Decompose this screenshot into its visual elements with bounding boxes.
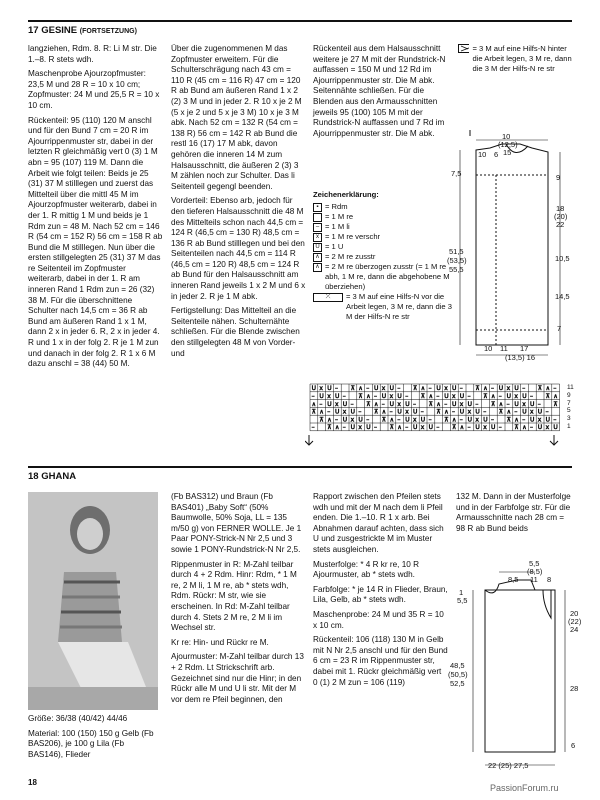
chart-stitch-symbol: ⊼	[483, 393, 488, 400]
chart-stitch-symbol: x	[335, 400, 339, 408]
chart-stitch-symbol: –	[498, 393, 502, 400]
chart-stitch-symbol: x	[381, 385, 386, 393]
chart-stitch-symbol: –	[327, 408, 331, 416]
paragraph: (Fb BAS312) und Braun (Fb BAS401) „Baby Soft“ (50% Baumwolle, 50% Soja, LL = 135 m/50 g) von FERNER WOLLE. Je 1 Paar PONY-Strick-N Nr 2,5 und 3 sowie 1 PONY-Rundstrick-N Nr 2,5.	[171, 492, 302, 554]
dimension-label: 6	[494, 150, 499, 159]
section-17-number: 17	[28, 25, 39, 36]
dimension-label: 5,5	[457, 596, 468, 605]
k2tog-icon: ∧	[313, 253, 322, 262]
chart-stitch-symbol: x	[420, 424, 425, 432]
chart-stitch-symbol: –	[537, 400, 541, 408]
chart-stitch-symbol: ∧	[327, 416, 332, 424]
paragraph: Rückenteil: 95 (110) 120 M anschl und für den Bund 7 cm = 20 R im Ajourrippenmuster str, dabei in der letzten R gleichmäßig vert 0 (3) 1 M abn = 95 (107) 119 M. Dann die Arbeit wie folgt teilen: Beids je 25 (31) 37 M stilllegen und zuerst das Mittelteil über die mittl 45 M im Ajourzopfmuster weiterarb, dabei in der 1. R mittig 1 M und beids je 1 Rdm zun = 48 M. Nach 52 cm = 146 R (54 cm = 152 R) 56 cm = 158 R ab Bund die M stilllegen. Nun über die ersten stillgelegten 25 (31) 37 M das re Seitenteil im Zopfmuster weiterarb, dabei in der 1. R am inneren Rand 1 Rdm zun = 26 (32) 38 M. Für die überschnittene Schulter nach 14,5 cm = 36 R ab Bund am äußeren Rand 1 x 1 M, dann 2 x in jeder 6. R, 2 x in jeder 4. R und 1 x in der folg 2. R je 1 M zun und danach in der folg 2. R 1 x 6 M dazu anschl = 38 (44) 50 M.	[28, 115, 163, 369]
chart-stitch-symbol: –	[397, 416, 401, 424]
legend-item: ⤫ = 3 M auf eine Hilfs-N vor die Arbeit legen, 3 M re, dann die 3 M der Hilfs-N re str	[313, 292, 453, 322]
chart-stitch-symbol: x	[405, 408, 409, 416]
cable-back-text: = 3 M auf eine Hilfs-N hinter die Arbeit legen, 3 M re, dann die 3 M der Hilfs-N re str	[472, 44, 572, 73]
chart-stitch-symbol: x	[467, 408, 472, 416]
chart-stitch-symbol: –	[436, 424, 440, 432]
chart-stitch-symbol: U	[405, 416, 410, 424]
chart-stitch-symbol: U	[514, 385, 519, 393]
dimension-label: 14,5	[555, 292, 570, 301]
paragraph: 132 M. Dann in der Musterfolge und in der Farbfolge str. Für die Armausschnitte nach 28 cm = 98 R ab Bund beids	[456, 492, 571, 533]
chart-stitch-symbol: ⊼	[428, 400, 434, 408]
chart-stitch-symbol: ⊼	[498, 408, 504, 416]
row-number: 11	[567, 384, 574, 391]
chart-stitch-symbol: U	[522, 393, 527, 400]
chart-stitch-symbol: –	[420, 408, 424, 416]
chart-stitch-symbol: –	[413, 400, 416, 408]
chart-stitch-symbol: ⊼	[545, 393, 551, 400]
chart-stitch-symbol: U	[327, 400, 332, 408]
chart-stitch-symbol: –	[522, 416, 526, 424]
dimension-label: 7,5	[451, 169, 462, 178]
chart-stitch-symbol: –	[405, 393, 409, 400]
legend-item: ∧ = 2 M re zusstr	[313, 252, 453, 262]
dimension-label: 10	[484, 344, 493, 353]
section-18-column-2	[171, 492, 306, 709]
chart-stitch-symbol: U	[420, 416, 426, 424]
chart-stitch-symbol: ∧	[420, 385, 426, 393]
chart-stitch-symbol: U	[498, 385, 504, 393]
section-17-heading	[28, 25, 137, 36]
chart-stitch-symbol: –	[545, 408, 549, 416]
section-18-number: 18	[28, 471, 39, 482]
schematic-18	[455, 560, 580, 775]
chart-stitch-symbol: U	[553, 424, 558, 432]
chart-stitch-symbol: x	[452, 393, 456, 400]
chart-stitch-symbol: U	[335, 393, 340, 400]
chart-stitch-symbol: –	[483, 408, 487, 416]
dimension-label: 5,5	[529, 559, 540, 568]
chart-stitch-symbol: U	[413, 408, 418, 416]
dimension-label: 55,5	[449, 265, 464, 274]
dimension-label: 10,5	[555, 254, 570, 263]
section-17-top-rule	[28, 20, 572, 22]
dimension-label: 22	[556, 220, 565, 229]
chart-stitch-symbol: x	[350, 416, 355, 424]
paragraph: Rückenteil: 106 (118) 130 M in Gelb mit N Nr 2,5 anschl und für den Bund 6 cm = 23 R im Rippenmuster str, dabei mit 1. Rückr gleichmäßig vert 0 (1) 2 M zun = 106 (119)	[313, 635, 448, 687]
chart-stitch-symbol: –	[428, 385, 432, 393]
chart-stitch-symbol: U	[514, 400, 519, 408]
row-number: 5	[567, 407, 571, 415]
chart-stitch-symbol: –	[506, 400, 510, 408]
chart-stitch-symbol: x	[413, 416, 417, 424]
dimension-label: 6	[571, 741, 576, 750]
chart-stitch-symbol: x	[530, 408, 534, 416]
chart-stitch-symbol: ∧	[553, 393, 558, 400]
chart-stitch-symbol: –	[514, 408, 518, 416]
dimension-label: (20)	[554, 212, 568, 221]
chart-stitch-symbol: ∧	[506, 408, 512, 416]
chart-stitch-symbol: x	[475, 416, 479, 424]
chart-stitch-symbol: x	[506, 385, 511, 393]
dimension-label: 17	[520, 344, 529, 353]
chart-stitch-symbol: x	[342, 408, 347, 416]
section-18-column-1	[28, 714, 158, 764]
chart-stitch-symbol: U	[389, 400, 395, 408]
chart-stitch-symbol: ∧	[319, 408, 324, 416]
chart-stitch-symbol: ⊼	[374, 408, 379, 416]
chart-stitch-symbol: x	[327, 393, 331, 400]
legend-item: – = 1 M li	[313, 222, 453, 232]
chart-stitch-symbol: –	[319, 400, 323, 408]
chart-stitch-symbol: –	[335, 416, 338, 424]
chart-stitch-symbol: ⊼	[452, 424, 457, 432]
chart-stitch-symbol: U	[530, 400, 535, 408]
twisted-stitch-icon: x	[313, 233, 322, 242]
paragraph: Fertigstellung: Das Mittelteil an die Seitenteile nähen. Schulternähte schließen. Für die Blende zwischen den stillgelegten 48 M von Vorder- und	[171, 306, 300, 358]
chart-stitch-symbol: –	[459, 416, 463, 424]
dimension-label: 20	[570, 609, 579, 618]
chart-stitch-symbol: U	[381, 393, 387, 400]
chart-stitch-symbol: ∧	[444, 408, 449, 416]
chart-stitch-symbol: –	[342, 424, 346, 432]
chart-stitch-symbol: U	[342, 416, 348, 424]
paragraph: langziehen, Rdm. 8. R: Li M str. Die 1.–8. R stets wdh.	[28, 44, 157, 64]
chart-stitch-symbol: U	[475, 424, 480, 432]
chart-stitch-symbol: ⊼	[420, 393, 426, 400]
paragraph: Größe: 36/38 (40/42) 44/46	[28, 714, 128, 723]
row-number: 3	[567, 415, 571, 423]
chart-stitch-symbol: –	[397, 385, 401, 393]
chart-stitch-symbol: U	[537, 408, 543, 416]
chart-stitch-symbol: ⊼	[537, 385, 543, 393]
chart-stitch-symbol: ∧	[436, 400, 441, 408]
chart-stitch-symbol: –	[381, 400, 385, 408]
chart-stitch-symbol: U	[366, 424, 371, 432]
dimension-label: 22 (25) 27,5	[488, 761, 529, 770]
dimension-label: 10	[478, 150, 487, 159]
section-17-column-3	[313, 44, 448, 143]
chart-stitch-symbol: x	[319, 385, 323, 393]
section-17-subtitle: (FORTSETZUNG)	[79, 28, 137, 35]
chart-stitch-symbol: ⊼	[553, 400, 558, 408]
dimension-label: 11	[500, 344, 508, 353]
chart-stitch-symbol: U	[374, 385, 379, 393]
chart-stitch-symbol: U	[522, 408, 527, 416]
chart-stitch-symbol: –	[491, 416, 494, 424]
chart-stitch-symbol: U	[319, 393, 324, 400]
chart-stitch-symbol: –	[553, 416, 557, 424]
paragraph: Rippenmuster in R: M-Zahl teilbar durch 4 + 2 Rdm. Hinr: Rdm, * 1 M re, 2 M li, 1 M re, ab * stets wdh, Rdm. Rückr: M str, wie sie erscheinen. In Rd: M-Zahl teilbar durch 4. Stets 2 M re, 2 M li im Wechsel str.	[171, 559, 297, 633]
chart-stitch-symbol: x	[444, 385, 448, 393]
chart-stitch-symbol: ⊼	[436, 408, 441, 416]
purl-stitch-icon: –	[313, 223, 322, 232]
chart-stitch-symbol: –	[467, 393, 471, 400]
paragraph: Vorderteil: Ebenso arb, jedoch für den tieferen Halsausschnitt die 48 M des Mittelteils schon nach 44,5 cm = 124 R (46,5 cm = 130 R) 48,5 cm = 136 R ab Bund stilllegen und bei den Seitenteilen nach 44,5 cm = 114 R (46,5 cm = 120 R) 48,5 cm = 124 R ab Bund für den Halsausschnitt am inneren Rand jeweils 1 x 2 M und 6 x in jeder 2. R je 1 M abk.	[171, 196, 306, 301]
chart-stitch-symbol: –	[498, 424, 502, 432]
chart-stitch-symbol: ∧	[374, 400, 379, 408]
chart-stitch-symbol: –	[452, 408, 455, 416]
section-17-column-2	[171, 44, 306, 363]
paragraph: Maschenprobe Ajourzopfmuster: 23,5 M und 28 R = 10 x 10 cm; Zopfmuster: 24 M und 25,5 R = 10 x 10 cm.	[28, 69, 160, 110]
dimension-label: 10	[502, 132, 511, 141]
chart-stitch-symbol: ∧	[545, 385, 551, 393]
chart-stitch-symbol: –	[553, 385, 557, 393]
row-number: 9	[567, 391, 571, 399]
chart-stitch-symbol: ⊼	[381, 416, 387, 424]
chart-stitch-symbol: U	[428, 424, 434, 432]
chart-stitch-symbol: U	[537, 424, 543, 432]
dimension-label: 18	[556, 204, 565, 213]
chart-stitch-symbol: U	[358, 416, 363, 424]
stitch-chart	[305, 383, 565, 453]
chart-stitch-symbol: x	[537, 416, 542, 424]
dimension-label: 8	[547, 575, 552, 584]
cable-front-icon: ⤫	[313, 293, 343, 302]
section-18-heading	[28, 471, 76, 482]
chart-stitch-symbol: –	[342, 393, 346, 400]
chart-stitch-symbol: x	[522, 400, 526, 408]
chart-stitch-symbol: ∧	[459, 424, 465, 432]
chart-stitch-symbol: –	[530, 424, 533, 432]
legend-item: ⊼ = 2 M re überzogen zusstr (= 1 M re abh, 1 M re, dann die abgehobene M überziehen)	[313, 262, 453, 292]
chart-stitch-symbol: U	[467, 400, 473, 408]
chart-stitch-symbol: U	[350, 424, 356, 432]
page-number: 18	[28, 778, 37, 787]
chart-stitch-symbol: –	[405, 424, 409, 432]
paragraph: Kr re: Hin- und Rückr re M.	[171, 637, 269, 647]
dimension-label: (13,5) 16	[505, 353, 536, 362]
chart-stitch-symbol: U	[397, 408, 402, 416]
chart-stitch-symbol: ∧	[389, 416, 395, 424]
chart-stitch-symbol: ∧	[514, 416, 519, 424]
chart-stitch-symbol: U	[491, 424, 496, 432]
chart-stitch-symbol: U	[389, 385, 395, 393]
chart-stitch-symbol: –	[374, 393, 377, 400]
dimension-label: (50,5)	[448, 670, 468, 679]
chart-stitch-symbol: ⊼	[319, 416, 324, 424]
paragraph: Farbfolge: * je 14 R in Flieder, Braun, Lila, Gelb, ab * stets wdh.	[313, 584, 448, 605]
chart-stitch-symbol: U	[506, 393, 512, 400]
chart-stitch-symbol: U	[436, 385, 441, 393]
chart-stitch-symbol: x	[545, 424, 550, 432]
chart-stitch-symbol: ∧	[483, 385, 488, 393]
watermark: PassionForum.ru	[490, 783, 559, 793]
paragraph: Über die zugenommenen M das Zopfmuster erweitern. Für die Schulterschrägung nach 43 cm = 110 R (45 cm = 116 R) 47 cm = 120 R ab Bund am äußeren Rand 1 x 2 (2) 3 M und in jeder 2. R 10 x je 2 M (5 x je 2 und 5 x je 3 M) 10 x je 3 M abk. Nach 52 cm = 132 R (54 cm = 138 R) 56 cm = 142 R ab Bund die restl 16 (17) 17 M abk, davon gehören die inneren 14 M zum Halsausschnitt, die äußeren 2 (3) 3 M zählen noch zur Schulter. Das li Seitenteil gegengl beenden.	[171, 44, 302, 191]
chart-stitch-symbol: –	[467, 424, 471, 432]
cable-back-icon	[458, 44, 469, 53]
chart-stitch-symbol: U	[483, 416, 488, 424]
paragraph: Material: 100 (150) 150 g Gelb (Fb BAS206), je 100 g Lila (Fb BAS146), Flieder	[28, 728, 154, 759]
dimension-label: 48,5	[450, 661, 465, 670]
dimension-label: 52,5	[450, 679, 465, 688]
chart-stitch-symbol: x	[483, 424, 487, 432]
chart-stitch-symbol: –	[366, 416, 370, 424]
chart-stitch-symbol: ⊼	[389, 424, 395, 432]
chart-stitch-symbol: U	[545, 416, 551, 424]
chart-stitch-symbol: ∧	[491, 393, 496, 400]
chart-stitch-symbol: –	[374, 424, 377, 432]
chart-stitch-symbol: ∧	[335, 424, 340, 432]
chart-stitch-symbol: ⊼	[327, 424, 332, 432]
chart-stitch-symbol: ⊼	[475, 385, 480, 393]
chart-stitch-symbol: x	[389, 393, 394, 400]
chart-stitch-symbol: U	[397, 393, 402, 400]
chart-stitch-symbol: –	[475, 400, 479, 408]
chart-stitch-symbol: –	[350, 400, 354, 408]
chart-stitch-symbol: U	[350, 408, 356, 416]
garment-outline	[476, 144, 548, 345]
row-number: 1	[567, 422, 571, 430]
edge-stitch-icon: ▪	[313, 203, 322, 212]
garment-outline	[485, 590, 555, 752]
chart-stitch-symbol: ⊼	[506, 416, 512, 424]
chart-stitch-symbol: –	[389, 408, 393, 416]
chart-stitch-symbol: –	[366, 385, 370, 393]
chart-stitch-symbol: ⊼	[350, 385, 356, 393]
yarn-over-icon: U	[313, 243, 322, 252]
chart-stitch-symbol: –	[358, 408, 362, 416]
chart-stitch-symbol: ⊼	[514, 424, 519, 432]
section-18-title: GHANA	[41, 471, 77, 482]
chart-stitch-symbol: U	[459, 393, 465, 400]
photo-illustration	[28, 492, 158, 710]
dimension-label: 24	[570, 625, 579, 634]
dimension-label: 11	[530, 575, 538, 584]
dimension-label: (8,5)	[527, 567, 543, 576]
chart-stitch-symbol: ∧	[381, 408, 387, 416]
right-arrow-marker	[305, 435, 313, 445]
dimension-label: (53,5)	[447, 256, 467, 265]
chart-stitch-symbol: –	[428, 416, 432, 424]
chart-stitch-symbol: U	[413, 424, 418, 432]
dimension-label: 9	[556, 173, 561, 182]
knit-stitch-icon	[313, 213, 322, 222]
chart-row-numbers	[567, 384, 574, 431]
paragraph: Rückenteil aus dem Halsausschnitt weitere je 27 M mit der Rundstrick-N auffassen = 150 M und 12 Rd im Ajourrippenmuster str. Die M abk. Seitennähte schließen. Für die Blenden aus den Armausschnitten jeweils 95 (100) 105 M mit der Rundstrick-N auffassen und 7 Rd im Ajourrippenmuster str. Die M abk.	[313, 44, 446, 138]
row-number: 7	[567, 399, 571, 407]
chart-stitch-symbol: ∧	[498, 400, 504, 408]
left-arrow-marker	[550, 435, 558, 445]
chart-stitch-symbol: x	[397, 400, 401, 408]
legend-title: Zeichenerklärung:	[313, 190, 379, 199]
chart-stitch-symbol: ∧	[397, 424, 402, 432]
chart-stitch-symbol: U	[342, 400, 348, 408]
dimension-label: 15	[503, 148, 512, 157]
chart-stitch-symbol: ⊼	[311, 408, 317, 416]
chart-stitch-symbol: U	[311, 385, 317, 393]
chart-stitch-symbol: –	[530, 393, 533, 400]
section-18-column-3	[313, 492, 448, 692]
chart-stitch-symbol: –	[444, 400, 448, 408]
legend-item: = 1 M re	[313, 212, 453, 222]
chart-stitch-symbol: ∧	[522, 424, 527, 432]
ssk-icon: ⊼	[313, 263, 322, 272]
chart-stitch-symbol: x	[514, 393, 518, 400]
legend	[313, 190, 453, 322]
chart-stitch-symbol: x	[459, 400, 464, 408]
chart-stitch-symbol: –	[335, 385, 338, 393]
chart-stitch-symbol: x	[358, 424, 362, 432]
chart-stitch-symbol: U	[335, 408, 340, 416]
chart-stitch-symbol: –	[491, 385, 494, 393]
section-18-top-rule	[28, 466, 572, 468]
section-18-column-4	[456, 492, 574, 538]
chart-stitch-symbol: U	[475, 408, 480, 416]
legend-item: x = 1 M re verschr	[313, 232, 453, 242]
legend-item: ▪ = Rdm	[313, 202, 453, 212]
chart-stitch-symbol: U	[467, 416, 473, 424]
chart-stitch-symbol: –	[311, 424, 315, 432]
chart-stitch-symbol: U	[405, 400, 410, 408]
dimension-label: 28	[570, 684, 579, 693]
dimension-label: 51,5	[449, 247, 464, 256]
chart-stitch-symbol: U	[327, 385, 332, 393]
chart-stitch-symbol: –	[522, 385, 526, 393]
chart-stitch-symbol: ⊼	[366, 400, 371, 408]
chart-stitch-symbol: ∧	[311, 400, 317, 408]
chart-stitch-symbol: ∧	[452, 416, 457, 424]
section-17-title: GESINE	[41, 25, 78, 36]
dimension-label: 8,5	[508, 575, 519, 584]
dimension-label: 1	[459, 588, 464, 597]
chart-stitch-symbol: U	[452, 385, 457, 393]
chart-stitch-symbol: ⊼	[444, 416, 449, 424]
paragraph: Musterfolge: * 4 R kr re, 10 R Ajourmuster, ab * stets wdh.	[313, 559, 420, 580]
chart-stitch-symbol: –	[311, 393, 315, 400]
dimension-label: (12,5)	[498, 140, 518, 149]
chart-stitch-symbol: –	[436, 393, 440, 400]
chart-stitch-symbol: ∧	[358, 385, 363, 393]
chart-stitch-symbol: U	[452, 400, 457, 408]
dimension-label: 7	[557, 324, 562, 333]
model-photo	[28, 492, 158, 710]
cable-back-legend	[458, 44, 573, 74]
legend-item: U = 1 U	[313, 242, 453, 252]
chart-stitch-symbol: ⊼	[491, 400, 496, 408]
paragraph: Maschenprobe: 24 M und 35 R = 10 x 10 cm.	[313, 609, 444, 630]
chart-stitch-symbol: ∧	[366, 393, 371, 400]
paragraph: Ajourmuster: M-Zahl teilbar durch 13 + 2 Rdm. Lt Strickschrift arb. Gezeichnet sind nur die Hinr; in den Rückr alle M und U li str. Mit der M vor dem re Pfeil beginnen, den	[171, 652, 304, 704]
chart-stitch-symbol: –	[459, 385, 463, 393]
paragraph: Rapport zwischen den Pfeilen stets wdh und mit der M nach dem li Pfeil enden. Die 1.–10. R 1 x arb. Bei Abnahmen darauf achten, dass sich U und zusgestrickte M im Muster stets ausgleichen.	[313, 492, 444, 554]
chart-stitch-symbol: ⊼	[413, 385, 418, 393]
section-17-column-1	[28, 44, 163, 374]
dimension-label: (22)	[568, 617, 582, 626]
chart-stitch-symbol: U	[459, 408, 465, 416]
chart-stitch-symbol: U	[530, 416, 535, 424]
chart-stitch-symbol: ∧	[428, 393, 434, 400]
chart-stitch-symbol: ⊼	[358, 393, 363, 400]
chart-stitch-symbol: U	[444, 393, 449, 400]
